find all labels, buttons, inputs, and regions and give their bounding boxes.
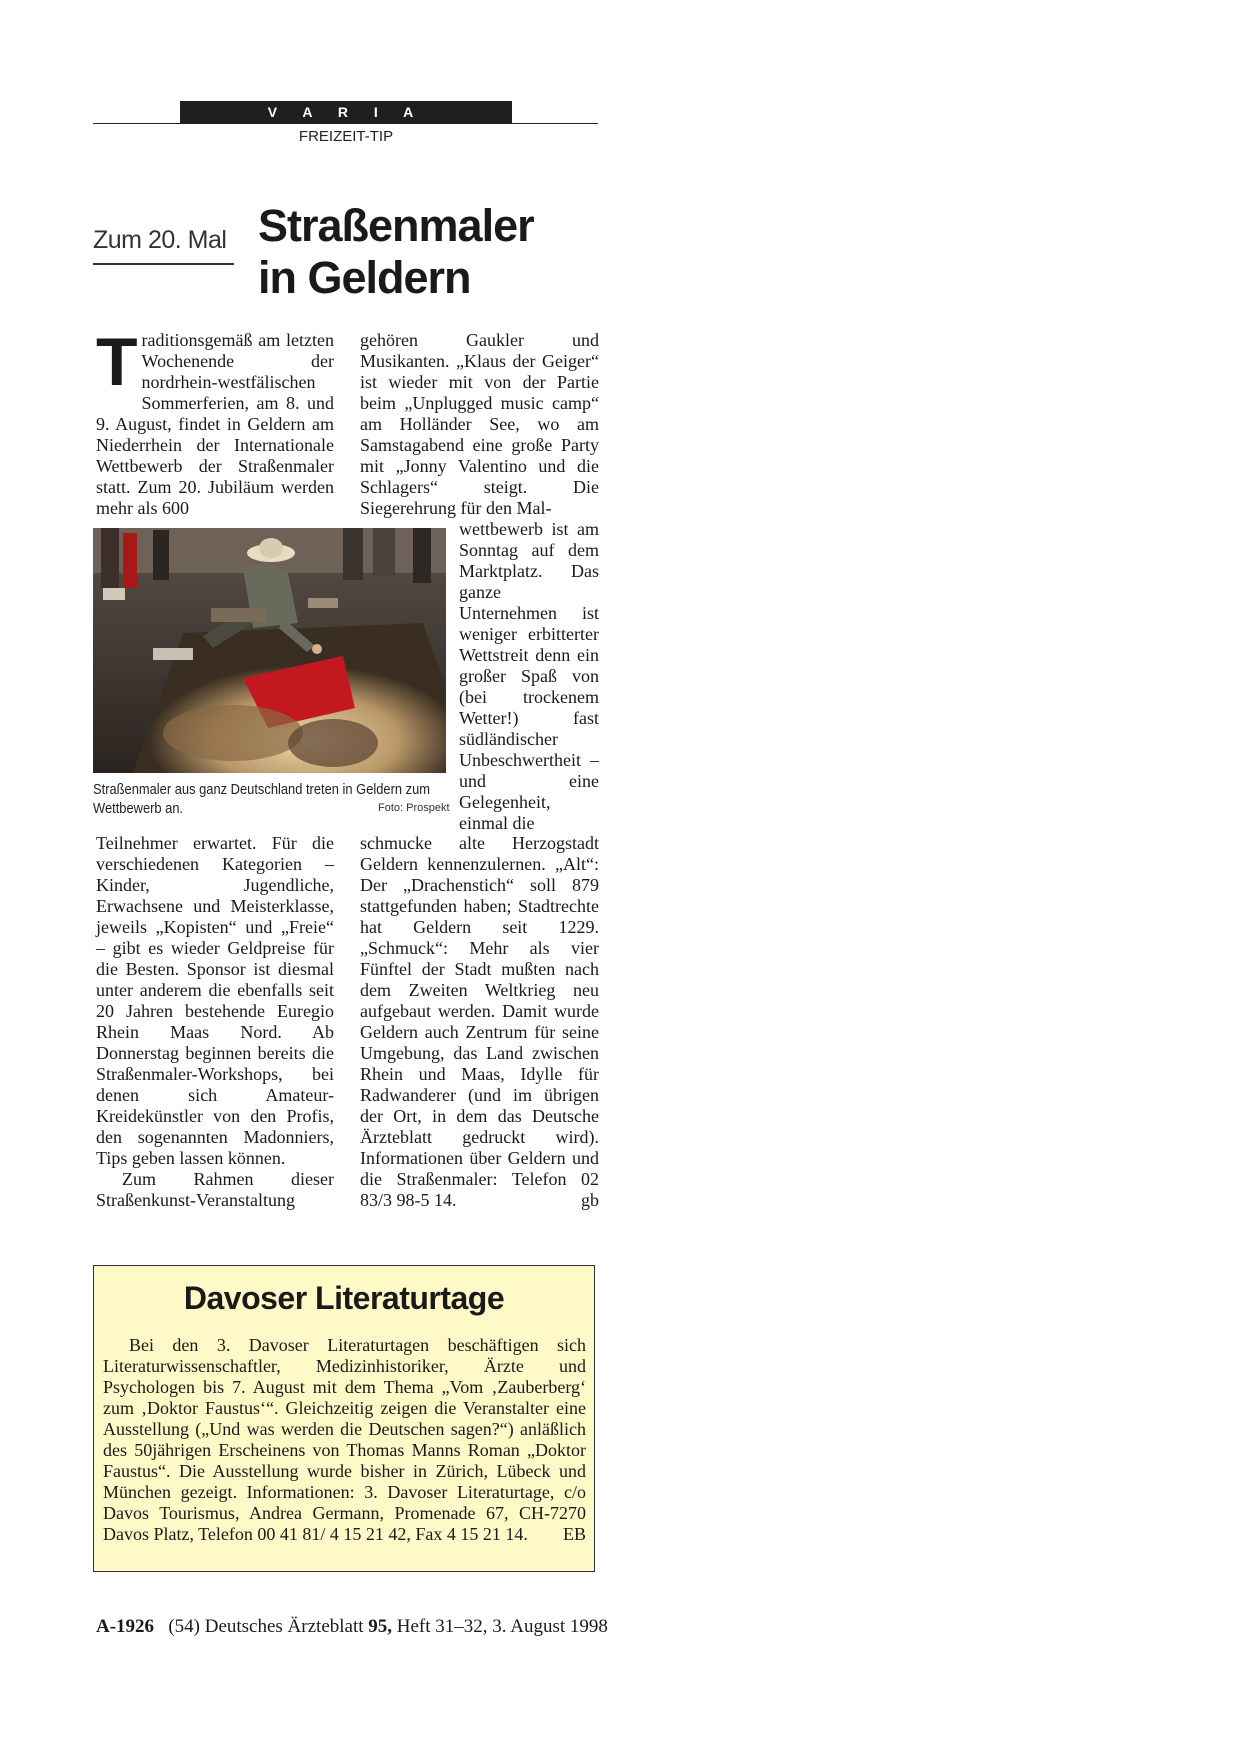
header-rule	[93, 123, 598, 124]
article-text-1: raditionsgemäß am letzten Wochenende der nordrhein-westfälischen Sommerferien, am 8. und 9. August, findet in Geldern am Niederrhein der Internationale Wettbewerb der Straßenmaler statt. Zum 20. Jubiläum werden mehr als 600	[96, 330, 334, 518]
article-column-1-top	[96, 324, 334, 519]
box-title: Davoser Literaturtage	[183, 1280, 505, 1316]
photo-credit: Foto: Prospekt	[378, 802, 450, 814]
article-text-2: Teilnehmer erwartet. Für die verschiedenen Kategorien – Kinder, Jugendliche, Erwachsene und Meisterklasse, jeweils „Kopisten“ und „Freie“ – gibt es wieder Geldpreise für die Besten. Sponsor ist diesmal unter anderem die ebenfalls seit 20 Jahren bestehende Euregio Rhein Maas Nord. Ab Donnerstag beginnen bereits die Straßenmaler-Workshops, bei denen sich Amateur-Kreidekünstler von den Profis, den sogenannten Madonniers, Tips geben lassen können.	[96, 833, 334, 1168]
article-signature: gb	[581, 1190, 599, 1210]
kicker-rule	[93, 263, 234, 265]
headline-line-1: Straßenmaler	[258, 200, 534, 251]
article-column-2-top	[360, 330, 599, 519]
article-column-2-bottom	[360, 833, 599, 1211]
box-text: Bei den 3. Davoser Literaturtagen beschäftigen sich Literaturwissenschaftler, Medizinhistoriker, Ärzte und Psychologen bis 7. August mit dem Thema „Vom ‚Zauberberg‘ zum ‚Doktor Faustus‘“. Gleichzeitig zeigen die Veranstalter eine Ausstellung („Und was werden die Deutschen sagen?“) anläßlich des 50jährigen Erscheinens von Thomas Manns Roman „Doktor Faustus“. Die Ausstellung wurde bisher in Zürich, Lübeck und München gezeigt. Informationen: 3. Davoser Literaturtage, c/o Davos Tourismus, Andrea Germann, Promenade 67, CH-7270 Davos Platz, Telefon 00 41 81/ 4 15 21 42, Fax 4 15 21 14. EB	[103, 1335, 586, 1544]
info-box	[93, 1265, 595, 1572]
journal-name: Deutsches Ärzteblatt	[204, 1616, 364, 1637]
box-body	[103, 1335, 586, 1545]
article-column-2-narrow	[459, 519, 599, 834]
headline-line-2: in Geldern	[258, 252, 471, 303]
article-column-1-bottom	[96, 833, 334, 1211]
article-text-4: gehören Gaukler und Musikanten. „Klaus der Geiger“ ist wieder mit von der Partie beim „Unplugged music camp“ am Holländer See, wo am Samstagabend eine große Party mit „Jonny Valentino und die Schlagers“ steigt. Die Siegerehrung für den Mal-	[360, 330, 599, 518]
article-text-5: wettbewerb ist am Sonntag auf dem Marktplatz. Das ganze Unternehmen ist weniger erbitterter Wettstreit denn ein großer Spaß von (bei trockenem Wetter!) fast südländischer Unbeschwertheit – und eine Gelegenheit, einmal die	[459, 519, 599, 833]
subsection-label: FREIZEIT-TIP	[298, 128, 394, 145]
article-text-3: Zum Rahmen dieser Straßenkunst-Veranstaltung	[96, 1169, 334, 1210]
page-number: (54)	[168, 1616, 200, 1637]
photo-caption: Straßenmaler aus ganz Deutschland treten in Geldern zum Wettbewerb an.	[93, 781, 431, 817]
street-painter-photo	[93, 528, 446, 773]
box-signature: EB	[562, 1524, 586, 1544]
section-bar: V A R I A	[180, 101, 512, 123]
page-footer	[96, 1616, 608, 1638]
article-kicker: Zum 20. Mal	[93, 226, 227, 254]
journal-volume: 95,	[368, 1616, 393, 1637]
article-text-6: schmucke alte Herzogstadt Geldern kennenzulernen. „Alt“: Der „Drachenstich“ soll 879 stattgefunden haben; Stadtrechte hat Geldern seit 1229. „Schmuck“: Mehr als vier Fünftel der Stadt mußten nach dem Zweiten Weltkrieg neu aufgebaut werden. Damit wurde Geldern auch Zentrum für seine Umgebung, das Land zwischen Rhein und Maas, Idylle für Radwanderer (und im übrigen der Ort, in dem das Deutsche Ärzteblatt gedruckt wird). Informationen über Geldern und die Straßenmaler: Telefon 02 83/3 98-5 14. gb	[360, 833, 599, 1210]
page-code: A-1926	[96, 1616, 155, 1637]
drop-cap: T	[96, 324, 138, 400]
article-headline	[258, 200, 618, 304]
journal-issue: Heft 31–32, 3. August 1998	[396, 1616, 608, 1637]
